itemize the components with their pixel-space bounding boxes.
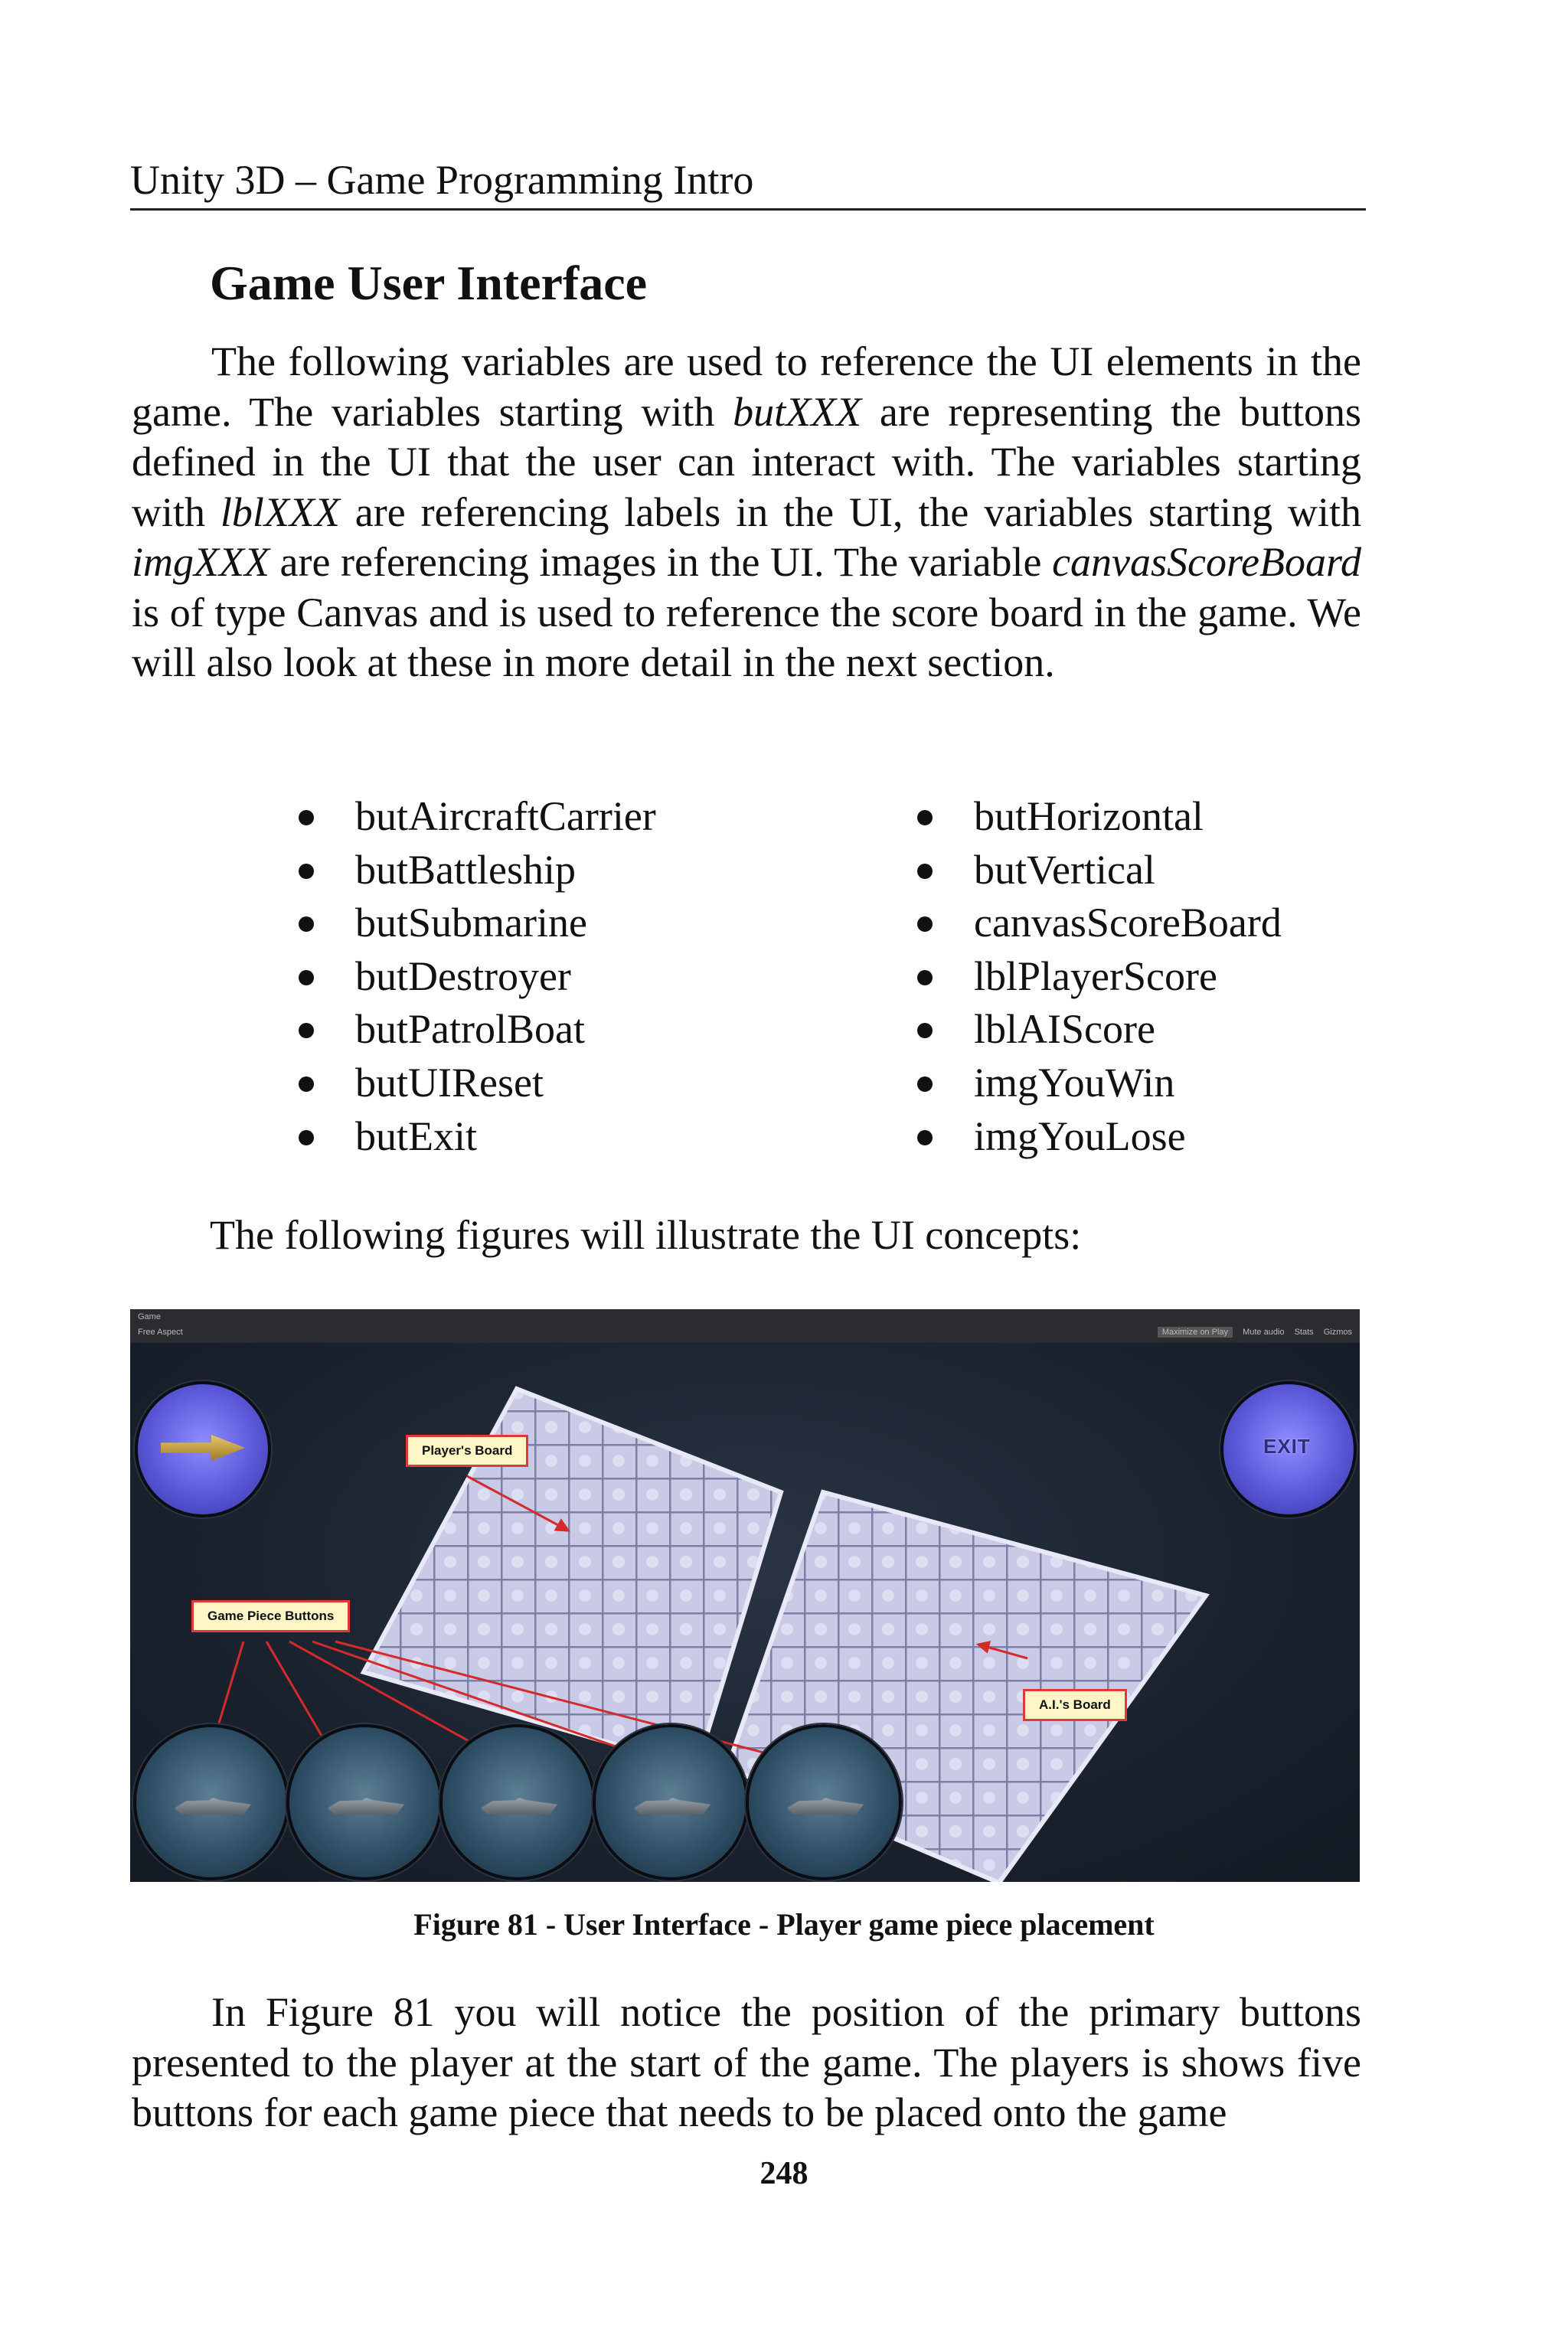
callout-game-piece-buttons: Game Piece Buttons — [191, 1600, 350, 1632]
submarine-button[interactable] — [439, 1724, 596, 1880]
bullet-icon — [299, 970, 314, 985]
list-item-text: butBattleship — [355, 846, 576, 893]
body-paragraph — [132, 1988, 1361, 2138]
list-item-text: canvasScoreBoard — [974, 900, 1282, 946]
stats-toggle[interactable]: Stats — [1294, 1328, 1314, 1337]
ship-icon — [634, 1798, 710, 1815]
maximize-on-play-toggle[interactable]: Maximize on Play — [1158, 1327, 1233, 1338]
game-screenshot-figure — [130, 1309, 1360, 1882]
bullet-icon — [917, 1076, 933, 1092]
intro-text: are referencing labels in the UI, the variables starting with — [339, 488, 1361, 535]
variable-list-right — [906, 790, 1282, 1163]
list-item — [906, 1110, 1282, 1164]
aspect-dropdown[interactable]: Free Aspect — [138, 1328, 183, 1337]
variable-name: imgXXX — [132, 539, 270, 585]
list-item — [288, 1057, 656, 1110]
window-title: Game — [138, 1312, 161, 1321]
ship-icon — [175, 1798, 251, 1815]
page-number: 248 — [760, 2156, 808, 2191]
bullet-icon — [917, 1130, 933, 1145]
ship-icon — [481, 1798, 557, 1815]
bullet-icon — [299, 1130, 314, 1145]
running-header: Unity 3D – Game Programming Intro — [130, 153, 1366, 211]
list-item — [906, 1003, 1282, 1057]
reset-button[interactable] — [135, 1381, 271, 1517]
variable-name: butXXX — [733, 388, 862, 435]
list-item — [288, 844, 656, 897]
bullet-icon — [917, 1023, 933, 1038]
arrow-button-icon — [161, 1435, 245, 1461]
bullet-icon — [299, 810, 314, 825]
list-item-text: butUIReset — [355, 1059, 544, 1106]
exit-button[interactable] — [1220, 1381, 1357, 1517]
game-view — [130, 1343, 1360, 1882]
intro-text: are referencing images in the UI. The variable — [269, 539, 1053, 585]
list-item-text: imgYouWin — [974, 1059, 1175, 1106]
bullet-icon — [299, 864, 314, 879]
bullet-icon — [917, 810, 933, 825]
bullet-icon — [299, 1076, 314, 1092]
bullet-icon — [917, 970, 933, 985]
paragraph-text: In Figure 81 you will notice the position of the primary buttons presented to the player at the start of the game. The players is shows five buttons for each game piece that needs to be placed onto the game — [132, 1989, 1361, 2135]
variable-name: lblXXX — [220, 488, 340, 535]
list-item-text: butAircraftCarrier — [355, 793, 656, 839]
list-item — [906, 897, 1282, 950]
variable-name: canvasScoreBoard — [1052, 539, 1361, 585]
exit-button-icon: EXIT — [1263, 1435, 1311, 1458]
battleship-button[interactable] — [593, 1724, 749, 1880]
list-item-text: butPatrolBoat — [355, 1006, 585, 1053]
bullet-icon — [917, 916, 933, 932]
list-item-text: butSubmarine — [355, 900, 587, 946]
list-item — [288, 790, 656, 844]
bullet-icon — [299, 1023, 314, 1038]
figure-intro: The following figures will illustrate the UI concepts: — [210, 1212, 1082, 1258]
intro-paragraph — [132, 337, 1361, 688]
list-item-text: butExit — [355, 1112, 477, 1159]
intro-text: The following variables are used to reference the UI elements in the game. The variables starting with — [132, 338, 1361, 435]
intro-text: is of type Canvas and is used to reference the score board in the game. We will also look at these in more detail in the next section. — [132, 589, 1361, 685]
game-toolbar-options — [1150, 1328, 1352, 1337]
list-item-text: lblAIScore — [974, 1006, 1155, 1053]
list-item — [906, 844, 1282, 897]
gizmos-toggle[interactable]: Gizmos — [1323, 1328, 1352, 1337]
patrol-boat-button[interactable] — [133, 1724, 289, 1880]
callout-ai-board: A.I.'s Board — [1023, 1689, 1127, 1721]
ship-icon — [787, 1798, 864, 1815]
variable-list-left — [288, 790, 656, 1163]
bullet-icon — [299, 916, 314, 932]
figure-caption: Figure 81 - User Interface - Player game piece placement — [413, 1907, 1155, 1942]
game-window-titlebar — [130, 1309, 1360, 1344]
list-item — [288, 950, 656, 1004]
list-item — [288, 897, 656, 950]
list-item — [288, 1003, 656, 1057]
list-item-text: butVertical — [974, 846, 1155, 893]
list-item — [288, 1110, 656, 1164]
list-item-text: butHorizontal — [974, 793, 1204, 839]
list-item-text: imgYouLose — [974, 1112, 1186, 1159]
callout-player-board: Player's Board — [406, 1435, 528, 1467]
list-item — [906, 950, 1282, 1004]
bullet-icon — [917, 864, 933, 879]
list-item-text: butDestroyer — [355, 952, 571, 999]
destroyer-button[interactable] — [286, 1724, 443, 1880]
section-heading: Game User Interface — [210, 256, 648, 310]
intro-text: are representing the buttons defined in the UI that the user can interact with. The variables starting with — [132, 388, 1361, 535]
list-item — [906, 1057, 1282, 1110]
aircraft-carrier-button[interactable] — [746, 1724, 902, 1880]
list-item-text: lblPlayerScore — [974, 952, 1217, 999]
ship-icon — [328, 1798, 404, 1815]
list-item — [906, 790, 1282, 844]
mute-audio-toggle[interactable]: Mute audio — [1243, 1328, 1285, 1337]
